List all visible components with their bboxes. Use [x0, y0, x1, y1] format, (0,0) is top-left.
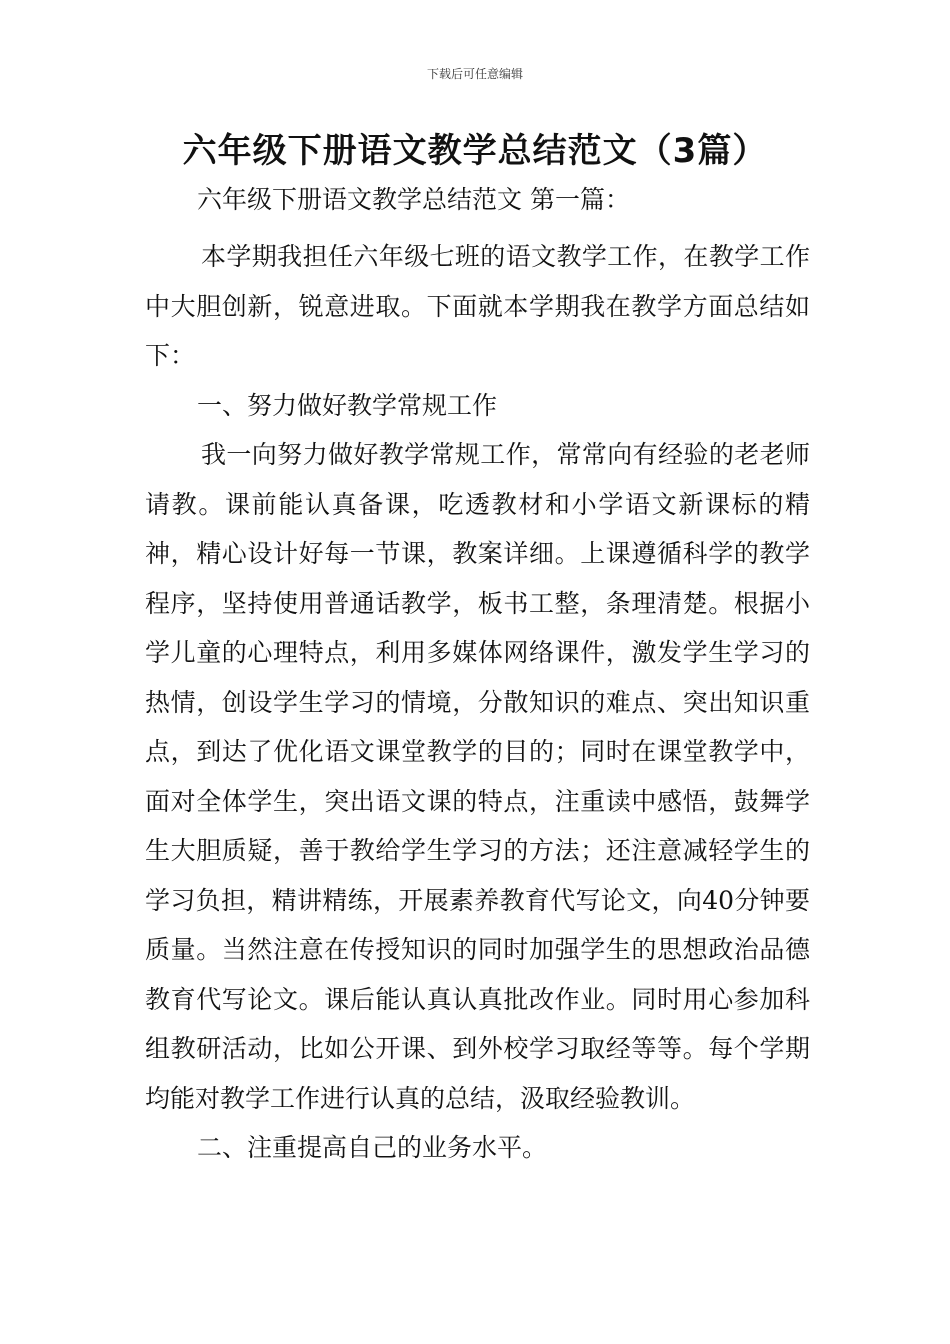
section-subtitle: 六年级下册语文教学总结范文 第一篇： — [197, 185, 630, 214]
document-body — [145, 180, 810, 1173]
page-header: 下载后可任意编辑 — [426, 67, 523, 81]
intro-paragraph: 本学期我担任六年级七班的语文教学工作，在教学工作中大胆创新，锐意进取。下面就本学期我在教学方面总结如下： — [145, 242, 810, 370]
document-title: 六年级下册语文教学总结范文（3篇） — [182, 131, 768, 171]
section-heading-2: 二、注重提高自己的业务水平。 — [197, 1133, 548, 1162]
section-body-1: 我一向努力做好教学常规工作，常常向有经验的老老师请教。课前能认真备课，吃透教材和小学语文新课标的精神，精心设计好每一节课，教案详细。上课遵循科学的教学程序，坚持使用普通话教学，板书工整，条理清楚。根据小学儿童的心理特点，利用多媒体网络课件，激发学生学习的热情，创设学生学习的情境，分散知识的难点、突出知识重点，到达了优化语文课堂教学的目的；同时在课堂教学中，面对全体学生，突出语文课的特点，注重读中感悟，鼓舞学生大胆质疑，善于教给学生学习的方法；还注意减轻学生的学习负担，精讲精练，开展素养教育代写论文，向40分钟要质量。当然注意在传授知识的同时加强学生的思想政治品德教育代写论文。课后能认真认真批改作业。同时用心参加科组教研活动，比如公开课、到外校学习取经等等。每个学期均能对教学工作进行认真的总结，汲取经验教训。 — [145, 440, 810, 1113]
section-heading-1: 一、努力做好教学常规工作 — [197, 390, 498, 420]
